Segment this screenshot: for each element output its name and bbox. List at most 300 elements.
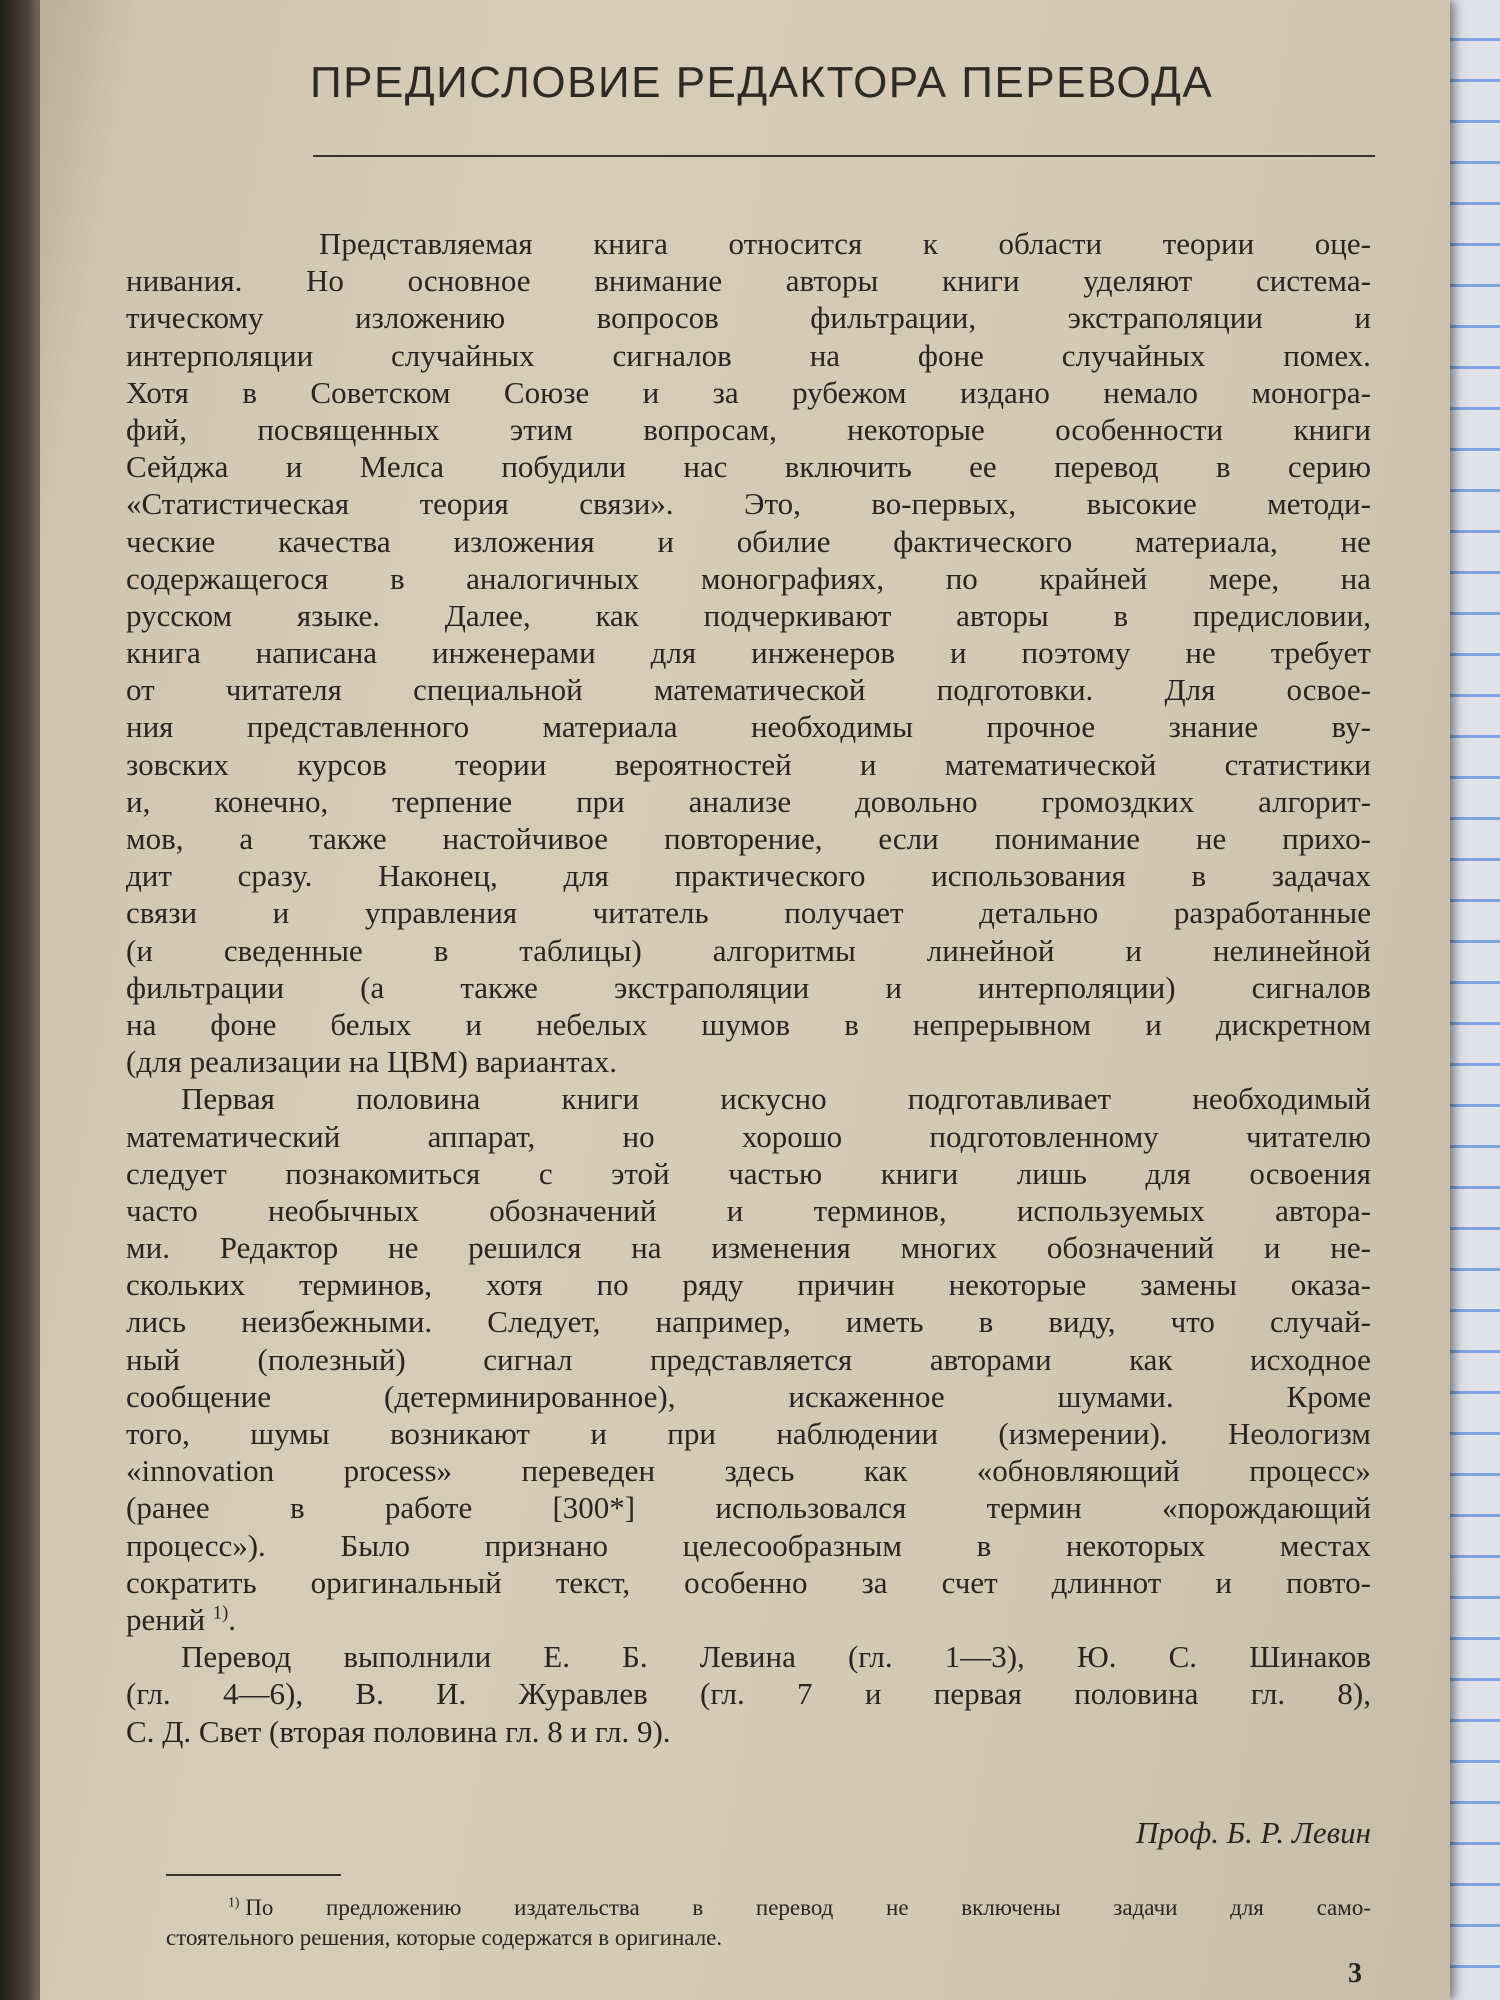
word: ряду — [682, 1267, 744, 1303]
word: познакомиться — [285, 1155, 481, 1191]
body-line — [126, 746, 1371, 783]
word: интерполяции — [126, 337, 314, 373]
word: в — [242, 374, 257, 410]
word: следует — [126, 1155, 227, 1191]
word: для — [1145, 1155, 1191, 1191]
word: оригинале. — [614, 1925, 723, 1950]
word: не — [1195, 821, 1227, 856]
word: ЦВМ) — [386, 1044, 476, 1080]
word: и — [726, 1192, 744, 1228]
word: относится — [728, 226, 863, 261]
word: текст, — [555, 1564, 631, 1600]
word: и — [272, 895, 290, 931]
word: за — [712, 374, 739, 410]
body-line — [126, 1675, 1371, 1712]
word: книга — [593, 226, 668, 261]
word: практического — [674, 858, 866, 894]
word: местах — [1279, 1527, 1371, 1563]
word: В. — [355, 1676, 384, 1712]
word: исходное — [1250, 1341, 1371, 1377]
word: авторы — [785, 263, 879, 299]
word: ный — [126, 1341, 181, 1377]
body-line — [126, 1489, 1371, 1526]
word: первая — [933, 1676, 1022, 1712]
word: Ю. — [1076, 1639, 1117, 1675]
word: Это, — [744, 486, 801, 522]
word: не — [886, 1895, 909, 1920]
word: некоторых — [1065, 1527, 1206, 1563]
word: прочное — [986, 709, 1096, 745]
word: включены — [961, 1895, 1061, 1920]
word: 4—6), — [223, 1676, 304, 1712]
word: (ранее — [126, 1490, 210, 1526]
word: Следует, — [487, 1304, 601, 1340]
word: серию — [1287, 449, 1371, 485]
word: но — [622, 1118, 655, 1154]
word: для — [1230, 1895, 1264, 1920]
body-line — [126, 1452, 1371, 1489]
word: Далее, — [444, 597, 531, 633]
word: разработанные — [1173, 895, 1371, 931]
word: и — [1263, 1230, 1281, 1266]
word: инженеров — [751, 635, 896, 671]
word: написана — [255, 635, 378, 671]
body-line — [126, 857, 1371, 894]
signature: Проф. Б. Р. Левин — [1135, 1815, 1371, 1850]
word: дискретном — [1215, 1006, 1371, 1042]
word: а — [239, 821, 254, 856]
word: Свет — [198, 1713, 270, 1749]
word: нелинейной — [1212, 932, 1371, 968]
word: гл. — [505, 1713, 548, 1749]
body-line — [126, 1601, 1371, 1638]
word: в — [692, 1895, 704, 1920]
page-title: ПРЕДИСЛОВИЕ РЕДАКТОРА ПЕРЕВОДА — [310, 58, 1214, 107]
word: содержатся — [481, 1925, 599, 1950]
word: в — [844, 1006, 859, 1042]
body-line — [126, 708, 1371, 745]
word: работе — [384, 1490, 473, 1526]
word: неизбежными. — [241, 1304, 433, 1340]
word: теории — [1162, 226, 1255, 261]
word: Редактор — [219, 1230, 339, 1266]
word: интерполяции) — [978, 969, 1176, 1005]
word: для — [563, 858, 609, 894]
footnote-line — [166, 1893, 1371, 1923]
word: аналогичных — [466, 560, 640, 596]
word: в — [598, 1925, 615, 1950]
word: само- — [1316, 1895, 1371, 1920]
word: шумов — [701, 1006, 791, 1042]
word: конечно, — [214, 783, 329, 819]
word: материала — [542, 709, 678, 745]
word: скольких — [126, 1267, 246, 1303]
word: Шинаков — [1249, 1639, 1371, 1675]
body-line — [126, 1266, 1371, 1303]
word: Е. — [543, 1639, 570, 1675]
word: фильтрации, — [810, 300, 977, 336]
word: связи». — [579, 486, 674, 522]
word: освое- — [1286, 672, 1371, 708]
body-line — [126, 1043, 1371, 1080]
word: Д. — [162, 1713, 199, 1749]
word: сообщение — [126, 1378, 272, 1414]
word: искаженное — [788, 1378, 945, 1414]
word: целесообразным — [682, 1527, 902, 1563]
word: алгорит- — [1258, 783, 1371, 819]
word: вариантах. — [475, 1044, 618, 1080]
word: перевод — [755, 1895, 834, 1920]
word: в — [976, 1527, 992, 1563]
word: что — [1170, 1304, 1215, 1340]
word: этим — [509, 411, 573, 447]
word: книги — [942, 263, 1020, 299]
word: использования — [931, 858, 1126, 894]
word: того, — [126, 1416, 190, 1451]
word: анализе — [688, 783, 792, 819]
word: высокие — [1086, 486, 1197, 522]
word: фоне — [917, 337, 984, 373]
word: (а — [360, 969, 385, 1005]
word: аппарат, — [427, 1118, 536, 1154]
body-line — [126, 225, 1371, 262]
body-line — [126, 1155, 1371, 1192]
word: как — [1129, 1341, 1173, 1377]
word: длиннот — [1051, 1564, 1162, 1600]
word: искусно — [720, 1081, 827, 1117]
word: как — [595, 597, 639, 633]
word: инженерами — [431, 635, 596, 671]
word: Мелса — [359, 449, 444, 485]
word: особенности — [1055, 411, 1224, 447]
word: и — [642, 374, 660, 410]
word: знание — [1168, 709, 1259, 745]
word: математической — [653, 672, 866, 708]
word: издательства — [514, 1895, 640, 1920]
word: (детерминированное), — [384, 1378, 676, 1414]
word: обозначений — [489, 1192, 657, 1228]
word: и — [570, 1713, 595, 1749]
word: гл. — [1250, 1676, 1286, 1712]
word: книги — [561, 1081, 640, 1117]
word: управления — [364, 895, 518, 931]
word: необходимый — [1192, 1081, 1371, 1117]
word: шумами. — [1057, 1378, 1174, 1414]
word: книги — [1293, 411, 1371, 447]
body-line — [126, 1080, 1371, 1117]
word: не — [388, 1230, 419, 1266]
word: «обновляющий — [976, 1453, 1180, 1489]
word: подготовки. — [936, 672, 1094, 708]
word: обозначений — [1046, 1230, 1215, 1266]
word: и — [950, 635, 967, 671]
word: стоятельного — [166, 1925, 300, 1950]
word: предложению — [326, 1895, 462, 1920]
word: книга — [126, 635, 201, 671]
word: основное — [407, 263, 531, 299]
word: лись — [126, 1304, 186, 1340]
word: непрерывном — [912, 1006, 1092, 1042]
word: причин — [797, 1267, 895, 1303]
word: специальной — [413, 672, 583, 708]
word: сразу. — [237, 858, 313, 894]
word: Хотя — [126, 374, 189, 410]
word: половина — [373, 1713, 506, 1749]
word: получает — [784, 895, 904, 931]
word: процесс» — [1249, 1453, 1371, 1489]
word: зовских — [126, 746, 229, 782]
word: экстраполяции — [1067, 300, 1263, 336]
word: моногра- — [1251, 374, 1371, 410]
word: Но — [306, 263, 344, 299]
word: process» — [343, 1453, 453, 1489]
word: (гл. — [847, 1639, 893, 1675]
body-line — [126, 1229, 1371, 1266]
word: к — [922, 226, 938, 261]
word: в — [1113, 597, 1129, 633]
word: методи- — [1267, 486, 1371, 522]
word: ву- — [1331, 709, 1371, 745]
word: Было — [340, 1527, 411, 1563]
word: при — [667, 1416, 716, 1451]
word: перевод — [1054, 449, 1159, 485]
word: Наконец, — [377, 858, 498, 894]
word: в — [433, 932, 449, 968]
word: включить — [784, 449, 912, 485]
word: сигналов — [612, 337, 732, 373]
word: небелых — [536, 1006, 648, 1042]
word: лишь — [1016, 1155, 1087, 1191]
word: $^{1)}$ По — [228, 1894, 274, 1920]
word: представляется — [649, 1341, 853, 1377]
body-line — [126, 560, 1371, 597]
word: мов, — [126, 821, 184, 856]
body-line — [126, 1192, 1371, 1229]
word: читатель — [592, 895, 709, 931]
word: монографиях, — [700, 560, 885, 596]
word: фоне — [210, 1006, 277, 1042]
word: нивания. — [126, 263, 243, 299]
word: не- — [1330, 1230, 1371, 1266]
word: ее — [969, 449, 997, 485]
word: процесс»). — [126, 1527, 266, 1563]
body-line — [126, 1415, 1371, 1452]
body-line — [126, 1564, 1371, 1601]
word: (полезный) — [257, 1341, 406, 1377]
word: качества — [278, 523, 391, 559]
word: с — [538, 1155, 553, 1191]
word: и — [1354, 300, 1371, 336]
footnote-line — [166, 1923, 1371, 1953]
word: белых — [330, 1006, 412, 1042]
word: многих — [900, 1230, 998, 1266]
word: обилие — [736, 523, 831, 559]
word: прихо- — [1282, 821, 1371, 856]
word: использовался — [715, 1490, 907, 1526]
word: (для — [126, 1044, 190, 1080]
word: сигнал — [483, 1341, 573, 1377]
word: посвященных — [257, 411, 440, 447]
word: хорошо — [741, 1118, 843, 1154]
word: понимание — [994, 821, 1141, 856]
word: подчеркивают — [703, 597, 892, 633]
word: «порождающий — [1161, 1490, 1371, 1526]
word: немало — [1103, 374, 1199, 410]
word: частью — [728, 1155, 823, 1191]
word: С. — [126, 1713, 163, 1749]
word: 9). — [636, 1713, 671, 1749]
word: ми. — [126, 1230, 170, 1266]
word: таблицы) — [519, 932, 642, 968]
word: не — [1185, 635, 1216, 671]
word: повторение, — [663, 821, 823, 856]
word: признано — [484, 1527, 608, 1563]
word: детально — [979, 895, 1099, 931]
word: в — [1215, 449, 1231, 485]
word: внимание — [594, 263, 723, 299]
word: дит — [126, 858, 172, 894]
body-line — [126, 969, 1371, 1006]
word: побудили — [501, 449, 626, 485]
word: [300*] — [552, 1490, 636, 1526]
body-line — [126, 262, 1371, 299]
word: статистики — [1224, 746, 1371, 782]
word: Для — [1164, 672, 1216, 708]
word: необычных — [268, 1192, 419, 1228]
word: изменения — [711, 1230, 851, 1266]
body-line — [126, 1378, 1371, 1415]
footnote-rule — [166, 1874, 341, 1876]
body-line — [126, 932, 1371, 969]
word: языке. — [296, 597, 381, 633]
word: и — [590, 1416, 607, 1451]
word: рений $^{1)}$. — [126, 1601, 237, 1637]
body-line — [126, 783, 1371, 820]
word: (гл. — [126, 1676, 171, 1712]
word: хотя — [485, 1267, 543, 1303]
word: по — [596, 1267, 629, 1303]
word: ческие — [126, 523, 216, 559]
word: термин — [986, 1490, 1082, 1526]
word: решения, — [299, 1925, 397, 1950]
body-line — [126, 1006, 1371, 1043]
word: задачах — [1271, 858, 1371, 894]
word: фактического — [893, 523, 1073, 559]
word: Представляемая — [319, 226, 533, 261]
word: вероятностей — [614, 746, 792, 782]
body-line — [126, 299, 1371, 336]
word: оце- — [1314, 226, 1371, 261]
word: ния — [126, 709, 174, 745]
word: и — [657, 523, 675, 559]
word: замены — [1140, 1267, 1237, 1303]
body-line — [126, 523, 1371, 560]
word: терминов, — [298, 1267, 432, 1303]
word: выполнили — [343, 1639, 492, 1675]
body-text — [126, 225, 1371, 1750]
word: требует — [1270, 635, 1371, 671]
word: нас — [683, 449, 728, 485]
word: Левина — [699, 1639, 796, 1675]
body-line — [126, 1341, 1371, 1378]
word: сократить — [126, 1564, 257, 1600]
word: в — [978, 1304, 994, 1340]
word: в — [1191, 858, 1207, 894]
word: повто- — [1285, 1564, 1371, 1600]
word: и — [465, 1006, 482, 1042]
word: если — [878, 821, 939, 856]
word: необходимы — [750, 709, 914, 745]
word: представленного — [246, 709, 470, 745]
word: также — [460, 969, 538, 1005]
body-line — [126, 671, 1371, 708]
word: терпение — [392, 783, 513, 819]
word: поэтому — [1021, 635, 1131, 671]
word: уделяют — [1083, 263, 1193, 299]
word: предисловии, — [1192, 597, 1371, 633]
word: автора- — [1275, 1192, 1371, 1228]
footnote — [166, 1893, 1371, 1953]
word: за — [861, 1564, 888, 1600]
word: и — [864, 1676, 882, 1712]
body-line — [126, 485, 1371, 522]
word: половина — [1074, 1676, 1199, 1712]
word: оказа- — [1290, 1267, 1371, 1303]
body-line — [126, 1118, 1371, 1155]
word: алгоритмы — [712, 932, 856, 968]
word: мере, — [1208, 560, 1280, 596]
word: задачи — [1113, 1895, 1178, 1920]
word: которые — [396, 1925, 482, 1950]
word: переведен — [521, 1453, 656, 1489]
body-line — [126, 411, 1371, 448]
word: на — [809, 337, 841, 373]
word: и, — [126, 783, 151, 819]
word: крайней — [1039, 560, 1148, 596]
word: не — [1340, 523, 1371, 559]
word: настойчивое — [442, 821, 609, 856]
word: гл. — [594, 1713, 637, 1749]
word: как — [863, 1453, 908, 1489]
word: решился — [468, 1230, 582, 1266]
word: случайных — [391, 337, 535, 373]
word: 1—3), — [944, 1639, 1025, 1675]
word: особенно — [684, 1564, 808, 1600]
body-line — [126, 634, 1371, 671]
word: в — [389, 560, 405, 596]
word: система- — [1256, 263, 1371, 299]
word: наблюдении — [776, 1416, 939, 1451]
word: Сейджа — [126, 449, 229, 485]
word: вопросов — [596, 300, 719, 336]
word: случай- — [1269, 1304, 1371, 1340]
body-line — [126, 1527, 1371, 1564]
word: экстраполяции — [613, 969, 810, 1005]
word: возникают — [389, 1416, 530, 1451]
word: линейной — [926, 932, 1055, 968]
word: громоздких — [1041, 783, 1195, 819]
word: 7 — [797, 1676, 813, 1712]
word: случайных — [1061, 337, 1206, 373]
word: помех. — [1283, 337, 1371, 373]
word: по — [945, 560, 978, 596]
word: (измерении). — [998, 1416, 1168, 1451]
word: области — [998, 226, 1103, 261]
word: счет — [941, 1564, 998, 1600]
word: русском — [126, 597, 233, 633]
body-line — [126, 448, 1371, 485]
word: от — [126, 672, 155, 708]
